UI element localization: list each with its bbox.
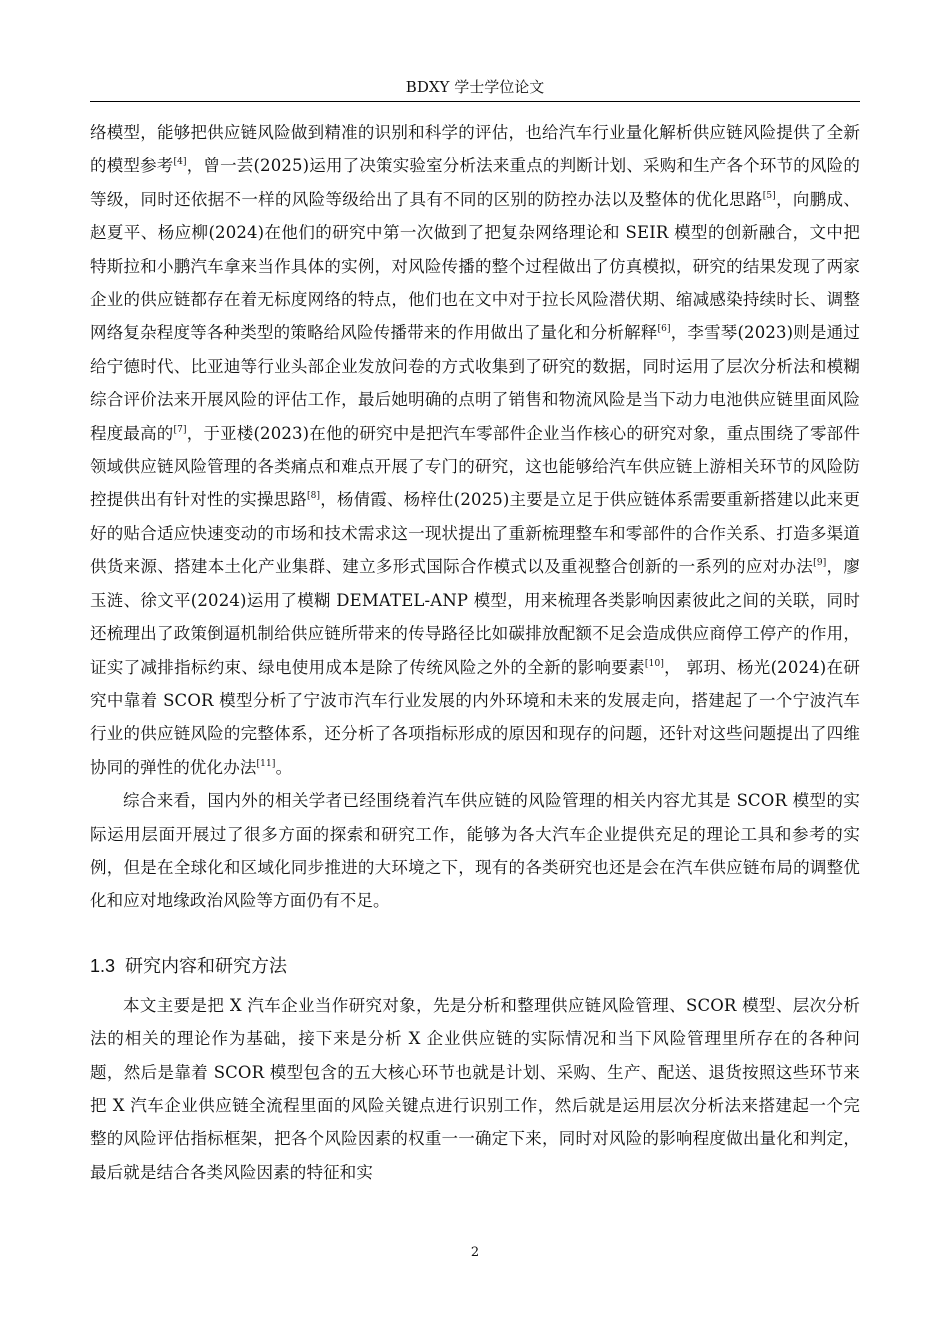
- section-number: 1.3: [90, 955, 116, 976]
- page-number: 2: [470, 1245, 480, 1260]
- text-segment: ， 郭玥、杨光(2024)在研究中靠着 SCOR 模型分析了宁波市汽车行业发展的内外环境和未来的发展走向，搭建起了一个宁波汽车行业的供应链风险的完整体系，还分析了各项指标形成的原因和现存的问题，还针对这些问题提出了四维协同的弹性的优化办法: [90, 657, 860, 777]
- citation-ref[interactable]: [11]: [256, 758, 276, 769]
- body-paragraph-literature-review: [90, 116, 860, 784]
- citation-ref[interactable]: [7]: [173, 424, 187, 435]
- text-segment: ，李雪琴(2023)则是通过给宁德时代、比亚迪等行业头部企业发放问卷的方式收集到了研究的数据，同时运用了层次分析法和模糊综合评价法来开展风险的评估工作，最后她明确的点明了销售和物流风险是当下动力电池供应链里面风险程度最高的: [90, 323, 860, 443]
- text-segment: 。: [275, 757, 293, 777]
- text-segment: ，廖玉涟、徐文平(2024)运用了模糊 DEMATEL-ANP 模型，用来梳理各类影响因素彼此之间的关联，同时还梳理出了政策倒逼机制给供应链所带来的传导路径比如碳排放配额不足会造成供应商停工停产的作用，证实了减排指标约束、绿电使用成本是除了传统风险之外的全新的影响要素: [90, 557, 860, 677]
- text-segment: ，曾一芸(2025)运用了决策实验室分析法来重点的判断计划、采购和生产各个环节的风险的等级，同时还依据不一样的风险等级给出了具有不同的区别的防控办法以及整体的优化思路: [90, 156, 860, 209]
- running-header: BDXY 学士学位论文: [405, 78, 545, 96]
- citation-ref[interactable]: [4]: [173, 157, 187, 168]
- text-segment: ，于亚楼(2023)在他的研究中是把汽车零部件企业当作核心的研究对象，重点围绕了零部件领域供应链风险管理的各类痛点和难点开展了专门的研究，这也能够给汽车供应链上游相关环节的风险防控提供出有针对性的实操思路: [90, 423, 860, 510]
- citation-ref[interactable]: [10]: [644, 658, 664, 669]
- body-paragraph-research-content: 本文主要是把 X 汽车企业当作研究对象，先是分析和整理供应链风险管理、SCOR 模型、层次分析法的相关的理论作为基础，接下来是分析 X 企业供应链的实际情况和当下风险管理里所存在的各种问题，然后是靠着 SCOR 模型包含的五大核心环节也就是计划、采购、生产、配送、退货按照这些环节来把 X 汽车企业供应链全流程里面的风险关键点进行识别工作，然后就是运用层次分析法来搭建起一个完整的风险评估指标框架，把各个风险因素的权重一一确定下来，同时对风险的影响程度做出量化和判定，最后就是结合各类风险因素的特征和实: [90, 995, 860, 1182]
- citation-ref[interactable]: [6]: [657, 324, 671, 335]
- page-body: [90, 116, 860, 1189]
- body-paragraph-summary: 综合来看，国内外的相关学者已经围绕着汽车供应链的风险管理的相关内容尤其是 SCOR 模型的实际运用层面开展过了很多方面的探索和研究工作，能够为各大汽车企业提供充足的理论工具和参考的实例，但是在全球化和区域化同步推进的大环境之下，现有的各类研究也还是会在汽车供应链布局的调整优化和应对地缘政治风险等方面仍有不足。: [90, 791, 860, 911]
- header-rule: [90, 101, 860, 102]
- citation-ref[interactable]: [9]: [813, 558, 827, 569]
- text-segment: ，向鹏成、赵夏平、杨应柳(2024)在他们的研究中第一次做到了把复杂网络理论和 SEIR 模型的创新融合，文中把特斯拉和小鹏汽车拿来当作具体的实例，对风险传播的整个过程做出了仿真模拟，研究的结果发现了两家企业的供应链都存在着无标度网络的特点，他们也在文中对于拉长风险潜伏期、缩减感染持续时长、调整网络复杂程度等各种类型的策略给风险传播带来的作用做出了量化和分析解释: [90, 189, 861, 343]
- section-heading: [90, 952, 860, 981]
- text-segment: 络模型，能够把供应链风险做到精准的识别和科学的评估，也给汽车行业量化解析供应链风险提供了全新的模型参考: [90, 123, 860, 176]
- citation-ref[interactable]: [5]: [762, 190, 776, 201]
- citation-ref[interactable]: [8]: [306, 491, 321, 502]
- section-title: 研究内容和研究方法: [125, 955, 288, 977]
- text-segment: ，杨倩霞、杨梓仕(2025)主要是立足于供应链体系需要重新搭建以此来更好的贴合适应快速变动的市场和技术需求这一现状提出了重新梳理整车和零部件的合作关系、打造多渠道供货来源、搭建本土化产业集群、建立多形式国际合作模式以及重视整合创新的一系列的应对办法: [90, 490, 861, 577]
